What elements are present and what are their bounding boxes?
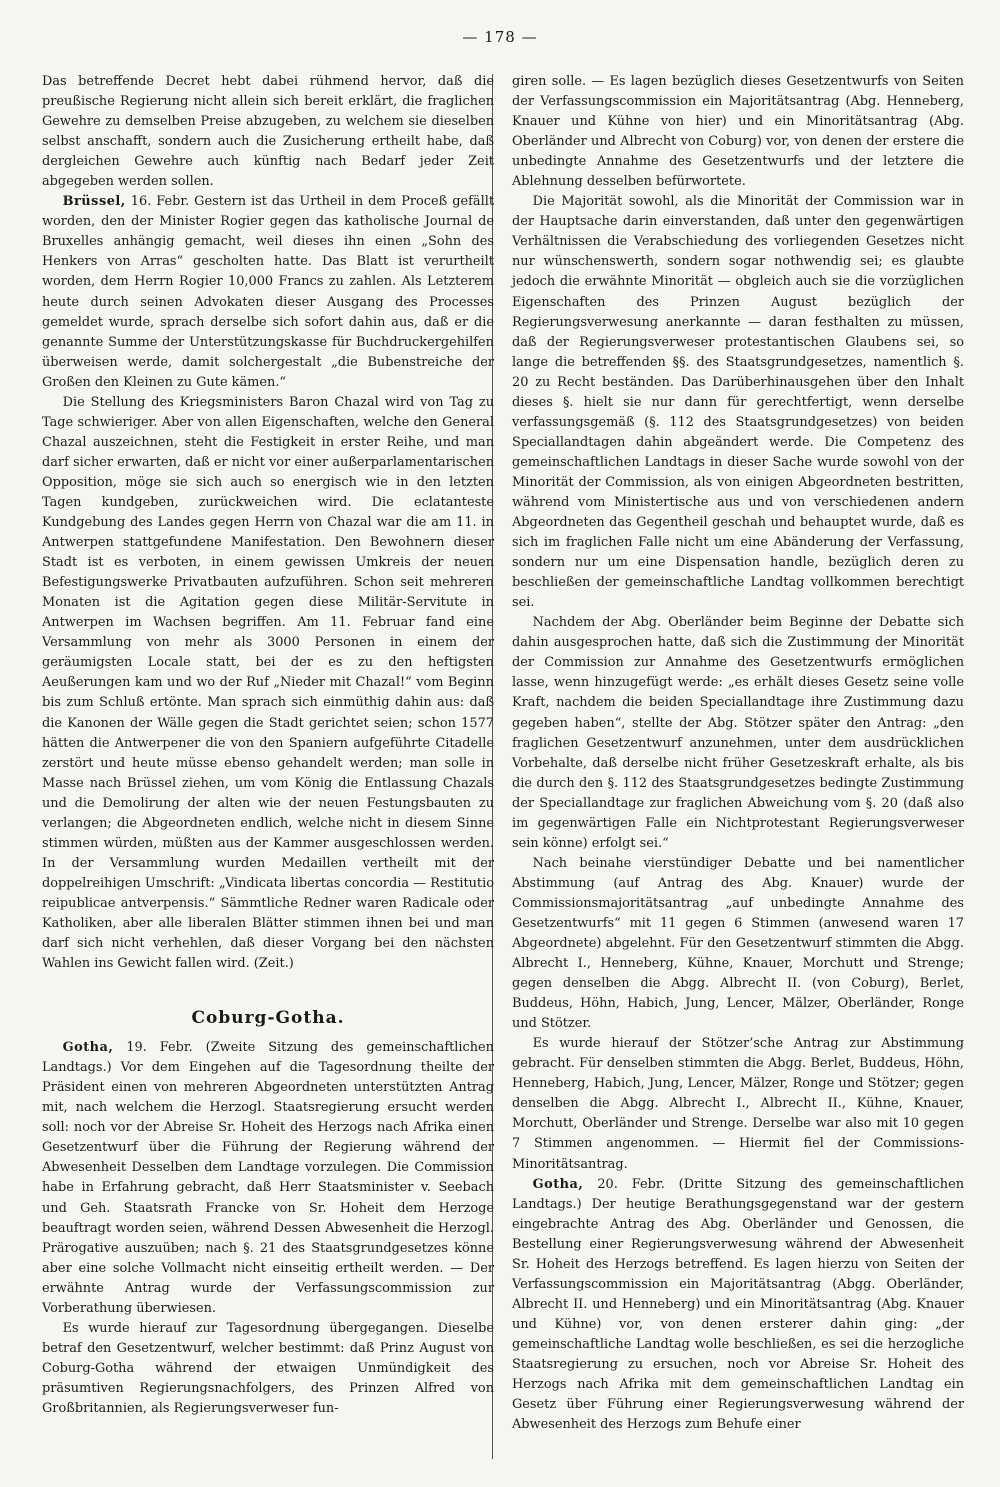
article-paragraph: Die Stellung des Kriegsministers Baron Chazal wird von Tag zu Tage schwieriger. Aber von allen Eigenschaften, welche den General Chazal auszeichnen, steht die Festigkeit in erster Reihe, und man darf sicher erwarten, daß er nicht vor einer außerparlamentarischen Opposition, möge sie sich auch so energisch wie in den letzten Tagen kundgeben, zurückweichen wird. Die eclatanteste Kundgebung des Landes gegen Herrn von Chazal war die am 11. in Antwerpen stattgefundene Manifestation. Den Bewohnern dieser Stadt ist es verboten, in einem gewissen Umkreis der neuen Befestigungswerke Privatbauten aufzuführen. Schon seit mehreren Monaten ist die Agitation gegen diese Militär-Servitute in Antwerpen im Wachsen begriffen. Am 11. Februar fand eine Versammlung von mehr als 3000 Personen in einem der geräumigsten Locale statt, bei der es zu den heftigsten Aeußerungen kam und wo der Ruf „Nieder mit Chazal!“ vom Beginn bis zum Schluß ertönte. Man sprach sich einmüthig dahin aus: daß die Kanonen der Wälle gegen die Stadt gerichtet seien; schon 1577 hätten die Antwerpener die von den Spaniern aufgeführte Citadelle zerstört und heute müsse ebenso gehandelt werden; man solle in Masse nach Brüssel ziehen, um vom König die Entlassung Chazals und die Demolirung der alten wie der neuen Festungsbauten zu verlangen; die Abgeordneten endlich, welche nicht in diesem Sinne stimmen würden, müßten aus der Kammer ausgeschlossen werden. In der Versammlung wurden Medaillen vertheilt mit der doppelreihigen Umschrift: „Vindicata libertas concordia — Restitutio reipublicae antverpensis.“ Sämmtliche Redner waren Radicale oder Katholiken, aber alle liberalen Blätter stimmen ihnen bei und man darf sich nicht verhehlen, daß dieser Vorgang bei den nächsten Wahlen ins Gewicht fallen wird. (Zeit.)	[42, 394, 494, 972]
article-paragraph	[42, 192, 494, 392]
page-number: — 178 —	[462, 28, 538, 46]
article-paragraph: Nach beinahe vierstündiger Debatte und bei namentlicher Abstimmung (auf Antrag des Abg. Knauer) wurde der Commissionsmajoritätsantrag „auf unbedingte Annahme des Gesetzentwurfs“ mit 11 gegen 6 Stimmen (anwesend waren 17 Abgeordnete) abgelehnt. Für den Gesetzentwurf stimmten die Abgg. Albrecht I., Henneberg, Kühne, Knauer, Morchutt und Strenge; gegen denselben die Abgg. Albrecht II. (von Coburg), Berlet, Buddeus, Höhn, Habich, Jung, Lencer, Mälzer, Oberländer, Ronge und Stötzer.	[512, 855, 964, 1032]
left-column	[42, 72, 494, 1419]
dateline: Gotha,	[62, 1040, 114, 1056]
article-paragraph: giren solle. — Es lagen bezüglich dieses Gesetzentwurfs von Seiten der Verfassungscommission ein Majoritätsantrag (Abg. Henneberg, Knauer und Kühne von hier) und ein Minoritätsantrag (Abg. Oberländer und Albrecht von Coburg) vor, von denen der erstere die unbedingte Annahme des Gesetzentwurfs und der letztere die Ablehnung desselben befürwortete.	[512, 74, 964, 190]
article-paragraph: Die Majorität sowohl, als die Minorität der Commission war in der Hauptsache darin einverstanden, daß unter den gegenwärtigen Verhältnissen die Verabschiedung des vorliegenden Gesetzes nicht nur wünschenswerth, sondern sogar nothwendig sei; es glaubte jedoch die erwähnte Minorität — obgleich auch sie die vorzüglichen Eigenschaften des Prinzen August bezüglich der Regierungsverwesung anerkannte — daran festhalten zu müssen, daß der Regierungsverweser protestantischen Glaubens sei, so lange die betreffenden §§. des Staatsgrundgesetzes, namentlich §. 20 zu Recht beständen. Das Darüberhinausgehen über den Inhalt dieses §. hielt sie nur dann für gerechtfertigt, wenn derselbe verfassungsgemäß (§. 112 des Staatsgrundgesetzes) von beiden Speciallandtagen dahin abgeändert werde. Die Competenz des gemeinschaftlichen Landtags in dieser Sache wurde sowohl von der Minorität der Commission, als von einigen Abgeordneten bestritten, während vom Ministertische aus und von verschiedenen andern Abgeordneten das Gegentheil geschah und behauptet wurde, daß es sich im fraglichen Falle nicht um eine Abänderung der Verfassung, sondern nur um eine Dispensation handle, bezüglich deren zu beschließen der gemeinschaftliche Landtag vollkommen berechtigt sei.	[512, 194, 964, 611]
article-paragraph: Es wurde hierauf zur Tagesordnung übergegangen. Dieselbe betraf den Gesetzentwurf, welcher bestimmt: daß Prinz August von Coburg-Gotha während der etwaigen Unmündigkeit des präsumtiven Regierungsnachfolgers, des Prinzen Alfred von Großbritannien, als Regierungsverweser fun-	[42, 1320, 494, 1416]
article-paragraph: Nachdem der Abg. Oberländer beim Beginne der Debatte sich dahin ausgesprochen hatte, daß sich die Zustimmung der Minorität der Commission zur Annahme des Gesetzentwurfs ermöglichen lasse, wenn hinzugefügt werde: „es erhält dieses Gesetz seine volle Kraft, nachdem die beiden Speciallandtage ihre Zustimmung dazu gegeben haben“, stellte der Abg. Stötzer später den Antrag: „den fraglichen Gesetzentwurf anzunehmen, unter dem ausdrücklichen Vorbehalte, daß derselbe nicht früher Gesetzeskraft erhalte, als bis die durch den §. 112 des Staatsgrundgesetzes bedingte Zustimmung der Speciallandtage zur fraglichen Abweichung vom §. 20 (daß also im gegenwärtigen Falle ein Nichtprotestant Regierungsverweser sein könne) erfolgt sei.“	[512, 615, 964, 851]
article-paragraph	[42, 1038, 494, 1319]
section-heading: Coburg-Gotha.	[191, 1008, 345, 1029]
dateline: Brüssel,	[62, 194, 126, 210]
paragraph-text: 16. Febr. Gestern ist das Urtheil in dem Proceß gefällt worden, den der Minister Rogier gegen das katholische Journal de Bruxelles anhängig gemacht, weil dieses ihn einen „Sohn des Henkers von Arras“ gescholten hatte. Das Blatt ist verurtheilt worden, dem Herrn Rogier 10,000 Francs zu zahlen. Als Letzterem heute durch seinen Advokaten dieser Ausgang des Processes gemeldet wurde, sprach derselbe sich sofort dahin aus, daß er die genannte Summe der Unterstützungskasse für Buchdruckergehilfen überweisen werde, damit solchergestalt „die Bubenstreiche der Großen den Kleinen zu Gute kämen.“	[42, 194, 494, 390]
article-paragraph: Das betreffende Decret hebt dabei rühmend hervor, daß die preußische Regierung nicht allein sich bereit erklärt, die fraglichen Gewehre zu demselben Preise abzugeben, zu welchem sie dieselben selbst anschafft, sondern auch die Zusicherung ertheilt habe, daß dergleichen Gewehre auch künftig nach Bedarf jeder Zeit abgegeben werden sollen.	[42, 74, 494, 190]
paragraph-text: 20. Febr. (Dritte Sitzung des gemeinschaftlichen Landtags.) Der heutige Berathungsgegenstand war der gestern eingebrachte Antrag des Abg. Oberländer und Genossen, die Bestellung einer Regierungsverwesung während der Abwesenheit Sr. Hoheit des Herzogs betreffend. Es lagen hierzu von Seiten der Verfassungscommission ein Majoritätsantrag (Abgg. Oberländer, Albrecht II. und Henneberg) und ein Minoritätsantrag (Abg. Knauer und Kühne) vor, von denen ersterer dahin ging: „der gemeinschaftliche Landtag wolle beschließen, es sei die herzogliche Staatsregierung zu ersuchen, noch vor Abreise Sr. Hoheit des Herzogs nach Afrika mit dem gemeinschaftlichen Landtag ein Gesetz über Führung einer Regierungsverwesung während der Abwesenheit des Herzogs zum Behufe einer	[512, 1176, 964, 1433]
paragraph-text: 19. Febr. (Zweite Sitzung des gemeinschaftlichen Landtags.) Vor dem Eingehen auf die Tagesordnung theilte der Präsident einen von mehreren Abgeordneten unterstützten Antrag mit, nach welchem die Herzogl. Staatsregierung ersucht werden soll: noch vor der Abreise Sr. Hoheit des Herzogs nach Afrika einen Gesetzentwurf über die Führung der Regierung während der Abwesenheit Desselben dem Landtage vorzulegen. Die Commission habe in Erfahrung gebracht, daß Herr Staatsminister v. Seebach und Geh. Staatsrath Francke von Sr. Hoheit dem Herzoge beauftragt worden seien, während Dessen Abwesenheit die Herzogl. Prärogative auszuüben; nach §. 21 des Staatsgrundgesetzes könne aber eine solche Vollmacht nicht einseitig ertheilt werden. — Der erwähnte Antrag wurde der Verfassungscommission zur Vorberathung überwiesen.	[42, 1040, 494, 1316]
dateline: Gotha,	[532, 1176, 584, 1192]
article-paragraph	[512, 1175, 964, 1436]
article-paragraph: Es wurde hierauf der Stötzer’sche Antrag zur Abstimmung gebracht. Für denselben stimmten die Abgg. Berlet, Buddeus, Höhn, Henneberg, Habich, Jung, Lencer, Mälzer, Ronge und Stötzer; gegen denselben die Abgg. Albrecht I., Albrecht II., Kühne, Knauer, Morchutt, Oberländer und Strenge. Derselbe war also mit 10 gegen 7 Stimmen angenommen. — Hiermit fiel der Commissions-Minoritätsantrag.	[512, 1036, 964, 1172]
right-column	[512, 72, 964, 1435]
